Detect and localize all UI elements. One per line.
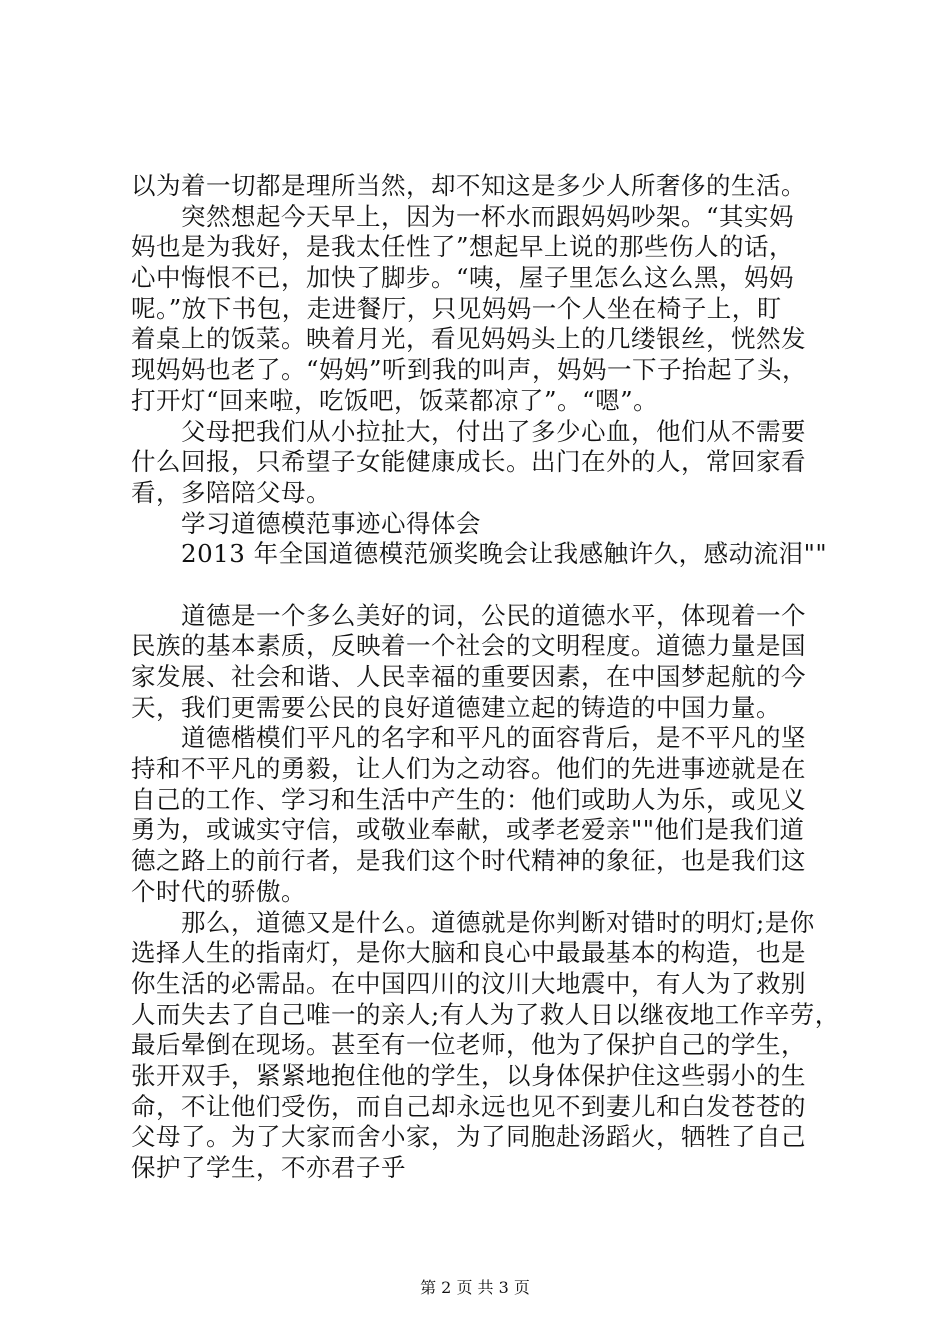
text-line: 着桌上的饭菜。映着月光，看见妈妈头上的几缕银丝，恍然发 xyxy=(131,324,806,354)
text-line: 看，多陪陪父母。 xyxy=(131,477,331,507)
text-line: 2013 年全国道德模范颁奖晚会让我感触许久，感动流泪"" xyxy=(181,539,828,569)
text-line: 妈也是为我好，是我太任性了”想起早上说的那些伤人的话， xyxy=(131,232,795,262)
text-line: 民族的基本素质，反映着一个社会的文明程度。道德力量是国 xyxy=(131,631,806,661)
text-line: 家发展、社会和谐、人民幸福的重要因素，在中国梦起航的今 xyxy=(131,662,806,691)
text-line: 那么，道德又是什么。道德就是你判断对错时的明灯;是你 xyxy=(181,907,815,937)
text-line: 呢。”放下书包，走进餐厅，只见妈妈一个人坐在椅子上，盯 xyxy=(131,293,782,323)
text-line: 父母了。为了大家而舍小家，为了同胞赴汤蹈火，牺牲了自己 xyxy=(131,1122,806,1152)
text-line: 张开双手，紧紧地抱住他的学生，以身体保护住这些弱小的生 xyxy=(131,1060,806,1090)
text-line: 人而失去了自己唯一的亲人;有人为了救人日以继夜地工作辛劳， xyxy=(131,999,840,1029)
text-line: 现妈妈也老了。“妈妈”听到我的叫声，妈妈一下子抬起了头， xyxy=(131,355,808,385)
page-footer: 第 2 页 共 3 页 xyxy=(420,1278,530,1297)
text-line: 学习道德模范事迹心得体会 xyxy=(181,508,481,538)
text-line xyxy=(131,570,831,601)
text-line: 选择人生的指南灯，是你大脑和良心中最最基本的构造，也是 xyxy=(131,938,806,968)
document-body xyxy=(131,171,840,1184)
text-line: 自己的工作、学习和生活中产生的：他们或助人为乐，或见义 xyxy=(131,784,806,814)
text-line: 勇为，或诚实守信，或敬业奉献，或孝老爱亲""他们是我们道 xyxy=(131,815,805,845)
text-line: 什么回报，只希望子女能健康成长。出门在外的人，常回家看 xyxy=(131,447,806,477)
text-line: 命，不让他们受伤，而自己却永远也见不到妻儿和白发苍苍的 xyxy=(131,1091,806,1121)
text-line: 你生活的必需品。在中国四川的汶川大地震中，有人为了救别 xyxy=(131,968,806,998)
text-line: 德之路上的前行者，是我们这个时代精神的象征，也是我们这 xyxy=(131,846,806,876)
text-line: 道德楷模们平凡的名字和平凡的面容背后，是不平凡的坚 xyxy=(181,723,806,753)
text-line: 道德是一个多么美好的词，公民的道德水平，体现着一个 xyxy=(181,600,806,630)
text-line: 最后晕倒在现场。甚至有一位老师，他为了保护自己的学生， xyxy=(131,1030,806,1060)
text-line: 心中悔恨不已，加快了脚步。“咦，屋子里怎么这么黑，妈妈 xyxy=(131,263,795,293)
text-line: 个时代的骄傲。 xyxy=(131,876,306,906)
text-line: 保护了学生，不亦君子乎 xyxy=(131,1153,406,1182)
text-line: 父母把我们从小拉扯大，付出了多少心血，他们从不需要 xyxy=(181,416,806,446)
text-line: 持和不平凡的勇毅，让人们为之动容。他们的先进事迹就是在 xyxy=(131,754,806,784)
text-line: 突然想起今天早上，因为一杯水而跟妈妈吵架。“其实妈 xyxy=(181,201,795,231)
text-line: 以为着一切都是理所当然，却不知这是多少人所奢侈的生活。 xyxy=(131,171,806,200)
text-line: 打开灯“回来啦，吃饭吧，饭菜都凉了”。“嗯”。 xyxy=(131,385,659,415)
text-line: 天，我们更需要公民的良好道德建立起的铸造的中国力量。 xyxy=(131,692,781,722)
